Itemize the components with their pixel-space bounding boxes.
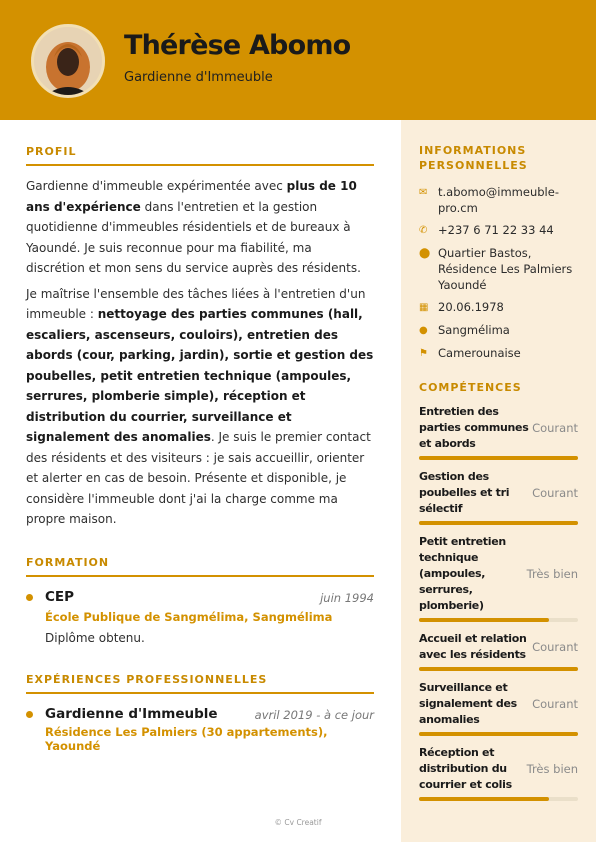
location-marker-icon: ● — [419, 325, 428, 336]
candidate-name: Thérèse Abomo — [124, 30, 351, 61]
skill-bar-fill — [419, 456, 578, 460]
header-band — [0, 0, 596, 120]
skill-name: Entretien des parties communes et abords — [419, 405, 529, 450]
skill-name: Petit entretien technique (ampoules, serrures, plomberie) — [419, 535, 506, 612]
skill-bar — [419, 618, 578, 622]
experience-entry — [26, 706, 374, 753]
info-item — [419, 322, 578, 339]
profile-paragraph-2 — [26, 284, 374, 530]
skill-item — [419, 680, 578, 736]
text-run: Gardienne d'immeuble expérimentée avec — [26, 179, 287, 193]
entry-title: CEP — [45, 588, 75, 605]
profile-paragraph-1 — [26, 176, 374, 279]
skill-item — [419, 745, 578, 801]
experience-section-title: EXPÉRIENCES PROFESSIONNELLES — [26, 673, 374, 694]
entry-organization: Résidence Les Palmiers (30 appartements), Yaoundé — [45, 724, 328, 753]
education-section-title: FORMATION — [26, 556, 374, 577]
info-item — [419, 299, 578, 316]
birthday-cake-icon: ▦ — [419, 302, 429, 313]
info-text: Camerounaise — [438, 346, 521, 360]
skill-bar — [419, 732, 578, 736]
skill-bar — [419, 797, 578, 801]
flag-icon: ⚑ — [419, 348, 428, 359]
avatar — [31, 24, 105, 98]
envelope-icon: ✉ — [419, 187, 428, 198]
skill-bar-fill — [419, 732, 578, 736]
text-run: dans l'entretien et la gestion quotidienne d'immeubles résidentiels et de bureaux à Yaoundé. Je suis reconnue pour ma fiabilité, ma discrétion et mon sens du service auprès des résidents. — [26, 199, 361, 275]
map-pin-icon: ⬤ — [419, 248, 431, 259]
skill-item — [419, 534, 578, 622]
skill-bar-fill — [419, 521, 578, 525]
skill-bar-fill — [419, 618, 549, 622]
info-text: 20.06.1978 — [438, 300, 504, 314]
skill-name: Gestion des poubelles et tri sélectif — [419, 470, 510, 515]
skill-level: Courant — [532, 640, 578, 654]
entry-date: juin 1994 — [320, 590, 374, 605]
skill-level: Très bien — [526, 762, 578, 776]
sidebar — [401, 120, 596, 842]
phone-icon: ✆ — [419, 225, 428, 236]
skill-bar — [419, 667, 578, 671]
skill-level: Courant — [532, 421, 578, 435]
profile-section-title: PROFIL — [26, 145, 374, 166]
entry-date: avril 2019 - à ce jour — [254, 707, 374, 722]
job-title: Gardienne d'Immeuble — [124, 70, 273, 85]
skill-bar-fill — [419, 797, 549, 801]
skill-name: Accueil et relation avec les résidents — [419, 632, 527, 661]
skill-item — [419, 469, 578, 525]
info-item — [419, 184, 578, 216]
text-run: Je maîtrise l'ensemble des tâches liées à l'entretien d'un immeuble : — [26, 286, 366, 321]
info-item — [419, 345, 578, 362]
footer-credit: © Cv Creatif — [274, 818, 322, 827]
portrait-photo — [34, 27, 102, 95]
info-text: t.abomo@immeuble-pro.cm — [438, 185, 559, 215]
main-column — [26, 120, 374, 753]
skill-bar — [419, 456, 578, 460]
skill-level: Courant — [532, 697, 578, 711]
entry-description: Diplôme obtenu. — [45, 630, 145, 645]
highlighted-text: nettoyage des parties communes (hall, escaliers, ascenseurs, couloirs), entretien des abords (cour, parking, jardin), sortie et gestion des poubelles, petit entretien technique (ampoules, serrures, plomberie simple), réception et distribution du courrier, surveillance et signalement des anomalies — [26, 307, 374, 444]
skill-item — [419, 404, 578, 460]
bullet-dot-icon — [26, 594, 33, 601]
skill-item — [419, 631, 578, 671]
entry-title: Gardienne d'Immeuble — [45, 705, 218, 722]
text-run: . Je suis le premier contact des résidents et des visiteurs : je sais accueillir, orienter et alerter en cas de besoin. Présente et disponible, je considère l'immeuble dont j'ai la charge comme ma propre maison. — [26, 430, 371, 526]
skills-section-title: COMPÉTENCES — [419, 381, 522, 394]
skill-name: Réception et distribution du courrier et colis — [419, 746, 512, 791]
skill-level: Courant — [532, 486, 578, 500]
info-text: Quartier Bastos, Résidence Les Palmiers Yaoundé — [438, 246, 573, 292]
info-text: Sangmélima — [438, 323, 510, 337]
skill-name: Surveillance et signalement des anomalies — [419, 681, 517, 726]
highlighted-text: plus de 10 ans d'expérience — [26, 179, 357, 214]
info-section-title: INFORMATIONS PERSONNELLES — [419, 144, 528, 172]
entry-organization: École Publique de Sangmélima, Sangmélima — [45, 609, 333, 624]
skill-bar — [419, 521, 578, 525]
skill-level: Très bien — [526, 567, 578, 581]
info-item — [419, 245, 578, 293]
skills-list — [419, 404, 578, 801]
bullet-dot-icon — [26, 711, 33, 718]
education-entry — [26, 589, 374, 645]
personal-info-list — [419, 184, 578, 362]
info-text: +237 6 71 22 33 44 — [438, 223, 554, 237]
info-item — [419, 222, 578, 239]
skill-bar-fill — [419, 667, 578, 671]
